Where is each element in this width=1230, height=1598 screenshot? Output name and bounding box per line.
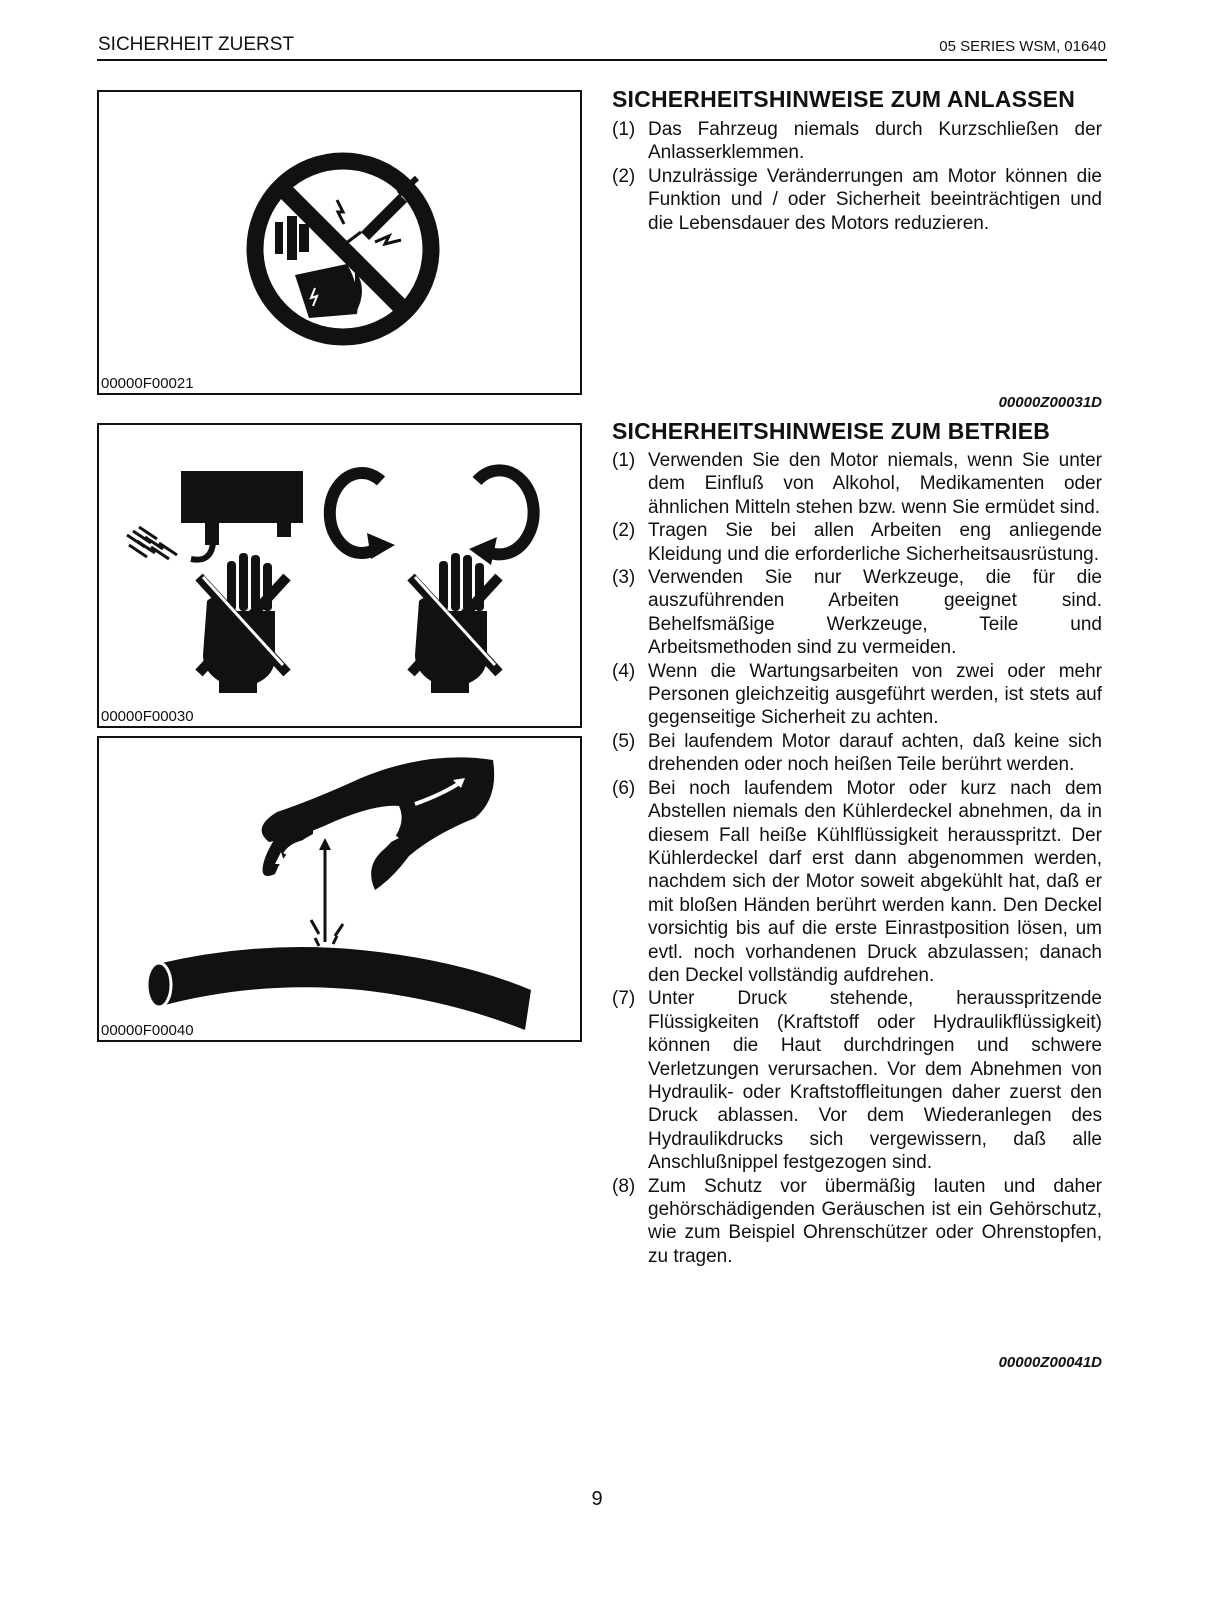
no-hands-rotating-parts-icon (99, 425, 580, 726)
page-number: 9 (591, 1488, 603, 1510)
section-starting-safety (612, 86, 1102, 235)
list-item: (6) Bei noch laufendem Motor oder kurz nach dem Abstellen niemals den Kühlerdeckel abnehmen, da in diesem Fall heiße Kühlflüssigkeit herausspritzt. Der Kühlerdeckel darf erst dann abgenommen werden, nachdem sich der Motor soweit abgekühlt hat, daß er mit bloßen Händen berührt werden kann. Den Deckel vorsichtig bis auf die erste Einrastposition lösen, um evtl. noch vorhandenen Druck abzulassen; danach den Deckel vollständig aufdrehen. (612, 777, 1102, 986)
reference-code: 00000Z00031D (998, 394, 1102, 411)
list-item: (8) Zum Schutz vor übermäßig lauten und daher gehörschädigenden Geräuschen ist ein Gehörschutz, wie zum Beispiel Ohrenschützer oder Ohrenstopfen, zu tragen. (612, 1175, 1102, 1267)
figure-no-hands-rotating-parts (97, 423, 582, 728)
high-pressure-fluid-hand-icon (99, 738, 580, 1040)
section-operation-safety (612, 418, 1102, 1268)
figure-code: 00000F00040 (101, 1022, 194, 1039)
starting-safety-list (612, 118, 1102, 235)
reference-code: 00000Z00041D (998, 1354, 1102, 1371)
figure-code: 00000F00021 (101, 375, 194, 392)
list-item: (1) Das Fahrzeug niemals durch Kurzschließen der Anlasserklemmen. (612, 119, 1102, 164)
list-item: (2) Unzulrässige Veränderrungen am Motor können die Funktion und / oder Sicherheit beeinträchtigen und die Lebensdauer des Motors reduzieren. (612, 165, 1102, 234)
section-heading: SICHERHEITSHINWEISE ZUM BETRIEB (612, 418, 1051, 444)
list-item: (3) Verwenden Sie nur Werkzeuge, die für die auszuführenden Arbeiten geeignet sind. Behelfsmäßige Werkzeuge, Teile und Arbeitsmethoden sind zu vermeiden. (612, 567, 1102, 659)
no-jump-start-icon (99, 92, 580, 393)
list-item: (1) Verwenden Sie den Motor niemals, wenn Sie unter dem Einfluß von Alkohol, Medikamenten oder ähnlichen Mitteln stehen bzw. wenn Sie ermüdet sind. (612, 450, 1102, 518)
operation-safety-list (612, 449, 1102, 1268)
figure-high-pressure-fluid (97, 736, 582, 1042)
list-item: (5) Bei laufendem Motor darauf achten, daß keine sich drehenden oder noch heißen Teile berührt werden. (612, 730, 1102, 776)
running-header-doc-ref: 05 SERIES WSM, 01640 (939, 38, 1106, 55)
list-item: (2) Tragen Sie bei allen Arbeiten eng anliegende Kleidung und die erforderliche Sicherheitsausrüstung. (612, 520, 1102, 565)
list-item: (4) Wenn die Wartungsarbeiten von zwei oder mehr Personen gleichzeitig ausgeführt werden, ist stets auf gegenseitige Sicherheit zu achten. (612, 660, 1102, 729)
running-header-section: SICHERHEIT ZUERST (98, 34, 295, 55)
figure-code: 00000F00030 (101, 708, 194, 725)
header-divider (97, 59, 1107, 61)
figure-no-jump-start (97, 90, 582, 395)
section-heading: SICHERHEITSHINWEISE ZUM ANLASSEN (612, 86, 1076, 112)
list-item: (7) Unter Druck stehende, herausspritzende Flüssigkeiten (Kraftstoff oder Hydraulikflüssigkeit) können die Haut durchdringen und schwere Verletzungen verursachen. Vor dem Abnehmen von Hydraulik- oder Kraftstoffleitungen daher zuerst den Druck ablassen. Vor dem Wiederanlegen des Hydraulikdrucks sich vergewissern, daß alle Anschlußnippel festgezogen sind. (612, 988, 1102, 1174)
